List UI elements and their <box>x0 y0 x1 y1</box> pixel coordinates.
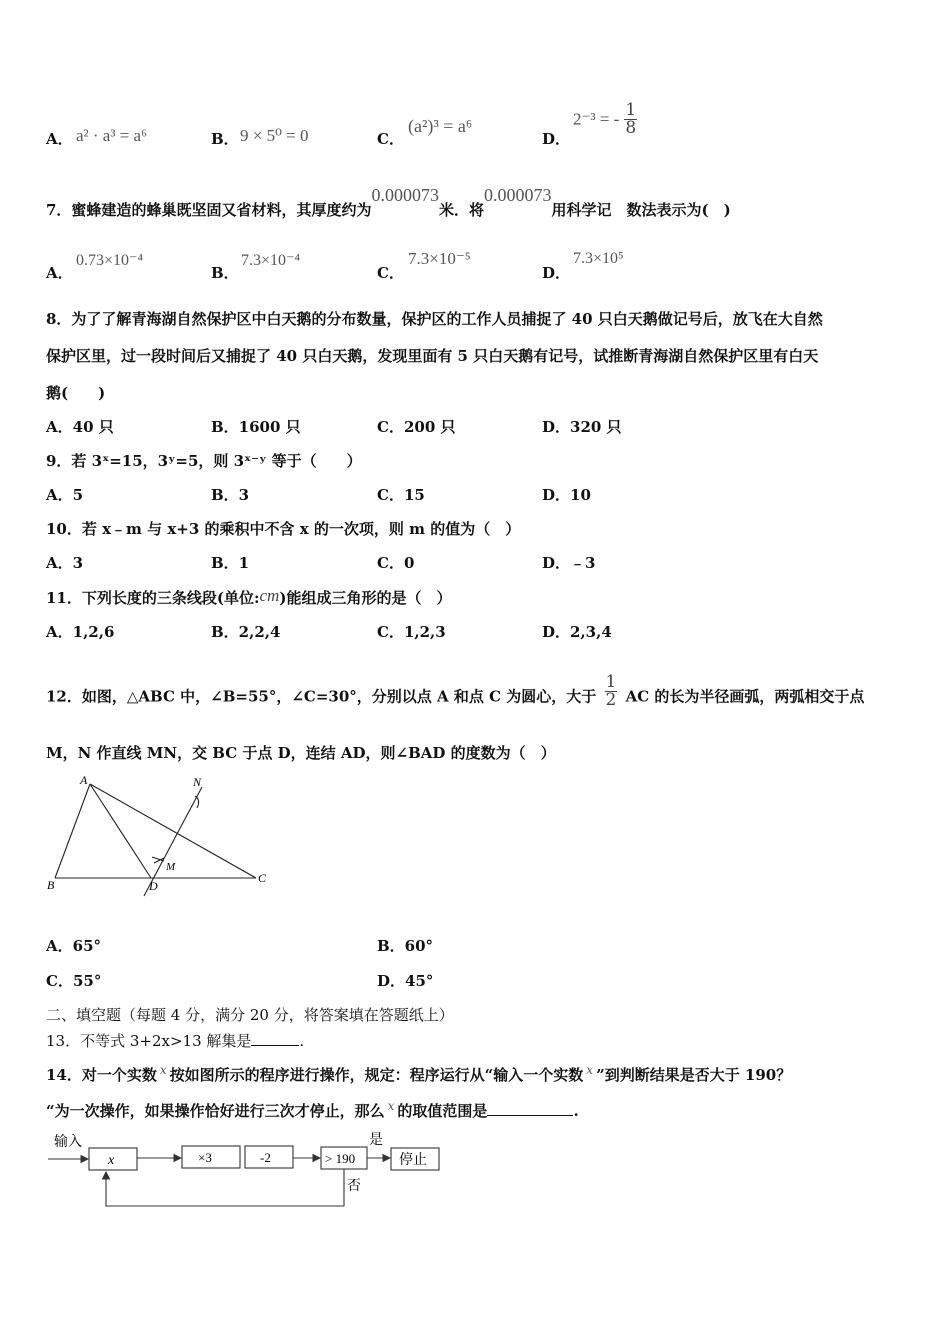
q14-line-2 <box>46 1100 579 1121</box>
q10-option-a: A．3 <box>46 554 84 572</box>
q12-triangle-figure <box>44 772 276 900</box>
q6-option-d-label: D． <box>542 130 571 148</box>
q14-x-1: x <box>159 1063 167 1077</box>
q7-prefix: 7．蜜蜂建造的蜂巢既坚固又省材料，其厚度约为 <box>46 201 372 219</box>
q7-option-a-label: A． <box>46 264 73 282</box>
flow-yes-label: 是 <box>369 1133 383 1148</box>
q12-line-2: M，N 作直线 MN，交 BC 于点 D，连结 AD，则∠BAD 的度数为（ ） <box>46 744 556 762</box>
q8-option-c: C．200 只 <box>377 418 456 436</box>
q7-option-c-expr: 7.3×10⁻⁵ <box>408 249 471 268</box>
q10-stem: 10．若 x﹣m 与 x+3 的乘积中不含 x 的一次项，则 m 的值为（ ） <box>46 520 521 538</box>
flow-times3-label: ×3 <box>198 1150 212 1165</box>
q11-option-c: C．1,2,3 <box>377 623 446 641</box>
q14-line-2b: 的取值范围是 <box>397 1102 488 1120</box>
flow-gt190-label: > 190 <box>325 1151 356 1166</box>
q13-stem-text: 13．不等式 3+2x>13 解集是 <box>46 1032 252 1050</box>
q8-line-2: 保护区里，过一段时间后又捕捉了 40 只白天鹅，发现里面有 5 只白天鹅有记号，试推断青海湖自然保护区里有白天 <box>46 347 819 365</box>
q14-line-1a: 14．对一个实数 <box>46 1066 157 1084</box>
q14-end: . <box>573 1102 579 1120</box>
q8-option-b: B．1600 只 <box>211 418 301 436</box>
q10-option-d: D．﹣3 <box>542 554 596 572</box>
q14-x-3: x <box>387 1099 395 1113</box>
q13-answer-blank[interactable] <box>251 1045 299 1046</box>
q6-d-denominator: 8 <box>625 118 637 138</box>
arrow-loop-back <box>106 1169 344 1206</box>
q6-option-c-label: C． <box>377 130 404 148</box>
q7-value-2: 0.000073 <box>483 185 552 205</box>
q10-option-b: B．1 <box>211 554 250 572</box>
q8-line-3: 鹅( ) <box>46 384 106 402</box>
q6-option-b-expr: 9 × 5⁰ = 0 <box>240 126 309 145</box>
flow-x-label: x <box>108 1153 115 1168</box>
q11-stem <box>46 587 451 608</box>
q14-answer-blank[interactable] <box>487 1115 573 1116</box>
q14-line-2a: “为一次操作，如果操作恰好进行三次才停止，那么 <box>46 1102 385 1120</box>
q10-option-c: C．0 <box>377 554 415 572</box>
q7-suffix: 用科学记 数法表示为( ) <box>551 201 731 219</box>
segment-ad <box>90 784 151 878</box>
q7-option-b-expr: 7.3×10⁻⁴ <box>241 252 301 269</box>
q11-stem-b: )能组成三角形的是（ ） <box>279 589 452 607</box>
q6-option-b-label: B． <box>211 130 239 148</box>
q12-option-d: D．45° <box>377 972 434 990</box>
q6-d-numerator: 1 <box>625 100 637 120</box>
q7-value-1: 0.000073 <box>371 185 439 205</box>
q8-option-a: A．40 只 <box>46 418 114 436</box>
q8-option-d: D．320 只 <box>542 418 622 436</box>
q12-option-c: C．55° <box>46 972 102 990</box>
fig-label-m: M <box>166 861 176 873</box>
q11-option-b: B．2,2,4 <box>211 623 281 641</box>
q9-option-a: A．5 <box>46 486 84 504</box>
q7-option-b-label: B． <box>211 264 239 282</box>
q8-line-1: 8．为了了解青海湖自然保护区中白天鹅的分布数量，保护区的工作人员捕捉了 40 只白天鹅做记号后，放飞在大自然 <box>46 310 823 328</box>
q11-option-d: D．2,3,4 <box>542 623 612 641</box>
q14-line-1c: ”到判断结果是否大于 190？ <box>596 1066 792 1084</box>
arc-near-n <box>195 796 199 808</box>
q6-option-d-expr: 2⁻³ = - <box>573 109 620 129</box>
fig-label-c: C <box>258 871 267 885</box>
fig-label-b: B <box>47 878 55 892</box>
q6-option-c-expr: (a²)³ = a⁶ <box>408 116 473 136</box>
q9-stem: 9．若 3ˣ=15，3ʸ=5，则 3ˣ⁻ʸ 等于（ ） <box>46 452 362 470</box>
q7-option-a-expr: 0.73×10⁻⁴ <box>76 252 144 269</box>
q14-flowchart <box>44 1128 454 1212</box>
fig-label-n: N <box>193 775 202 789</box>
q9-option-d: D．10 <box>542 486 591 504</box>
q7-mid: 米．将 <box>438 201 484 219</box>
q7-stem <box>46 185 731 220</box>
q6-option-d-fraction <box>624 102 637 137</box>
q6-option-a-expr: a² · a³ = a⁶ <box>76 126 148 145</box>
q13-end: . <box>299 1032 305 1050</box>
fig-label-d: D <box>149 879 158 893</box>
q12-line-1a: 12．如图，△ABC 中，∠B=55°，∠C=30°，分别以点 A 和点 C 为圆心，大于 <box>46 687 597 706</box>
q14-x-2: x <box>586 1063 594 1077</box>
flow-stop-label: 停止 <box>399 1153 427 1168</box>
q12-line-1 <box>46 672 865 715</box>
flow-no-label: 否 <box>347 1179 361 1194</box>
q9-option-b: B．3 <box>211 486 250 504</box>
q7-option-c-label: C． <box>377 264 404 282</box>
q14-line-1 <box>46 1064 791 1085</box>
q12-option-a: A．65° <box>46 937 102 955</box>
q13-stem <box>46 1030 304 1051</box>
q12-line-1b: AC 的长为半径画弧，两弧相交于点 <box>625 687 865 706</box>
q11-stem-a: 11．下列长度的三条线段(单位: <box>46 589 260 607</box>
q6-option-a-label: A． <box>46 130 73 148</box>
flow-input-label: 输入 <box>54 1135 82 1150</box>
q14-line-1b: 按如图所示的程序进行操作，规定：程序运行从“输入一个实数 <box>169 1066 584 1084</box>
q12-numerator: 1 <box>605 672 617 692</box>
q12-denominator: 2 <box>605 690 617 710</box>
q7-option-d-label: D． <box>542 264 571 282</box>
flow-minus2-label: -2 <box>260 1150 271 1165</box>
q7-option-d-expr: 7.3×10⁵ <box>573 250 624 267</box>
segment-ab <box>55 784 90 878</box>
q9-option-c: C．15 <box>377 486 425 504</box>
q12-option-b: B．60° <box>377 937 434 955</box>
section-2-heading: 二、填空题（每题 4 分，满分 20 分，将答案填在答题纸上） <box>46 1006 454 1024</box>
q11-option-a: A．1,2,6 <box>46 623 115 641</box>
q6-option-d-math <box>573 102 637 137</box>
q12-fraction <box>605 674 618 709</box>
q11-unit: cm <box>259 586 280 605</box>
fig-label-a: A <box>80 773 88 787</box>
